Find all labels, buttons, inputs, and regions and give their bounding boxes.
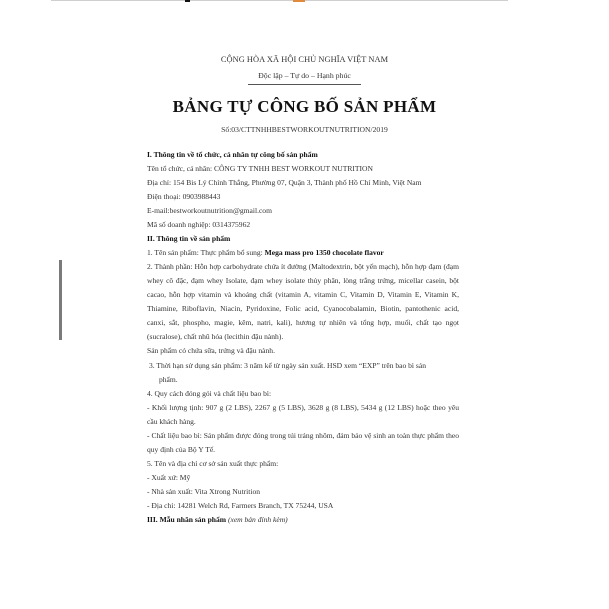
ingredients: 2. Thành phần: Hỗn hợp carbohydrate chứa ít đường (Maltodextrin, bột yến mạch), hỗn hợp đạm (đạm whey cô đặc, đạm whey Isolate, đạm whey isolate thủy phân, lòng trắng trứng, micellar casein, bột cacao, hỗn hợp vitamin và khoáng chất (vitamin A, vitamin C, Vitamin D, Vitamin E, Vitamin K, Thiamine, Riboflavin, Niacin, Pyridoxine, Folic acid, Cyanocobalamin, Biotin, pantothenic acid, canxi, sắt, phospho, magie, kẽm, natri, kali), hương tự nhiên và tổng hợp, muối, chất tạo ngọt (sucralose), chất nhũ hóa (lecithin đậu nành). xyxy=(147,262,459,341)
document-title: BẢNG TỰ CÔNG BỐ SẢN PHẨM xyxy=(172,97,437,116)
business-code: Mã số doanh nghiệp: 0314375962 xyxy=(147,220,251,229)
manufacturer-heading: 5. Tên và địa chỉ cơ sở sản xuất thực phẩm: xyxy=(147,459,279,468)
packaging-material: - Chất liệu bao bì: Sản phẩm được đóng trong túi tráng nhôm, đảm bảo vệ sinh an toàn thực phẩm theo quy định của Bộ Y Tế. xyxy=(147,431,459,454)
net-weight: - Khối lượng tịnh: 907 g (2 LBS), 2267 g (5 LBS), 3628 g (8 LBS), 5434 g (12 LBS) hoặc theo yêu cầu khách hàng. xyxy=(147,403,459,426)
section-3-title: III. Mẫu nhãn sản phẩm xyxy=(147,515,228,524)
nation-header: CỘNG HÒA XÃ HỘI CHỦ NGHĨA VIỆT NAM xyxy=(220,55,389,64)
document-body xyxy=(147,148,459,527)
org-email: E-mail:bestworkoutnutrition@gmail.com xyxy=(147,206,272,215)
motto: Độc lập – Tự do – Hạnh phúc xyxy=(258,71,351,80)
section-2-heading: II. Thông tin về sản phẩm xyxy=(147,234,231,243)
manufacturer-address: - Địa chỉ: 14281 Welch Rd, Farmers Branch, TX 75244, USA xyxy=(147,501,334,510)
packaging-heading: 4. Quy cách đóng gói và chất liệu bao bì: xyxy=(147,389,272,398)
product-name xyxy=(147,246,459,260)
section-3-heading xyxy=(147,513,459,527)
manufacturer: - Nhà sản xuất: Vita Xtrong Nutrition xyxy=(147,487,261,496)
org-address: Địa chỉ: 154 Bis Lý Chính Thắng, Phường 07, Quận 3, Thành phố Hồ Chí Minh, Việt Nam xyxy=(147,178,422,187)
org-name: Tên tổ chức, cá nhân: CÔNG TY TNHH BEST WORKOUT NUTRITION xyxy=(147,164,373,173)
shelf-life-cont: phẩm. xyxy=(159,375,178,384)
org-phone: Điện thoại: 0903988443 xyxy=(147,192,221,201)
product-name-label: 1. Tên sản phẩm: Thực phẩm bổ sung: xyxy=(147,248,265,257)
document-number: Số:03/CTTNHHBESTWORKOUTNUTRITION/2019 xyxy=(221,125,388,134)
origin: - Xuất xứ: Mỹ xyxy=(147,473,191,482)
product-name-value: Mega mass pro 1350 chocolate flavor xyxy=(264,248,384,257)
shelf-life: 3. Thời hạn sử dụng sản phẩm: 3 năm kể từ ngày sản xuất. HSD xem “EXP” trên bao bì sản xyxy=(149,361,426,370)
section-1-heading: I. Thông tin về tổ chức, cá nhân tự công bố sản phẩm xyxy=(147,150,318,159)
motto-underline xyxy=(248,84,361,85)
section-3-note: (xem bản đính kèm) xyxy=(227,515,288,524)
allergens: Sản phẩm có chứa sữa, trứng và đậu nành. xyxy=(147,346,275,355)
